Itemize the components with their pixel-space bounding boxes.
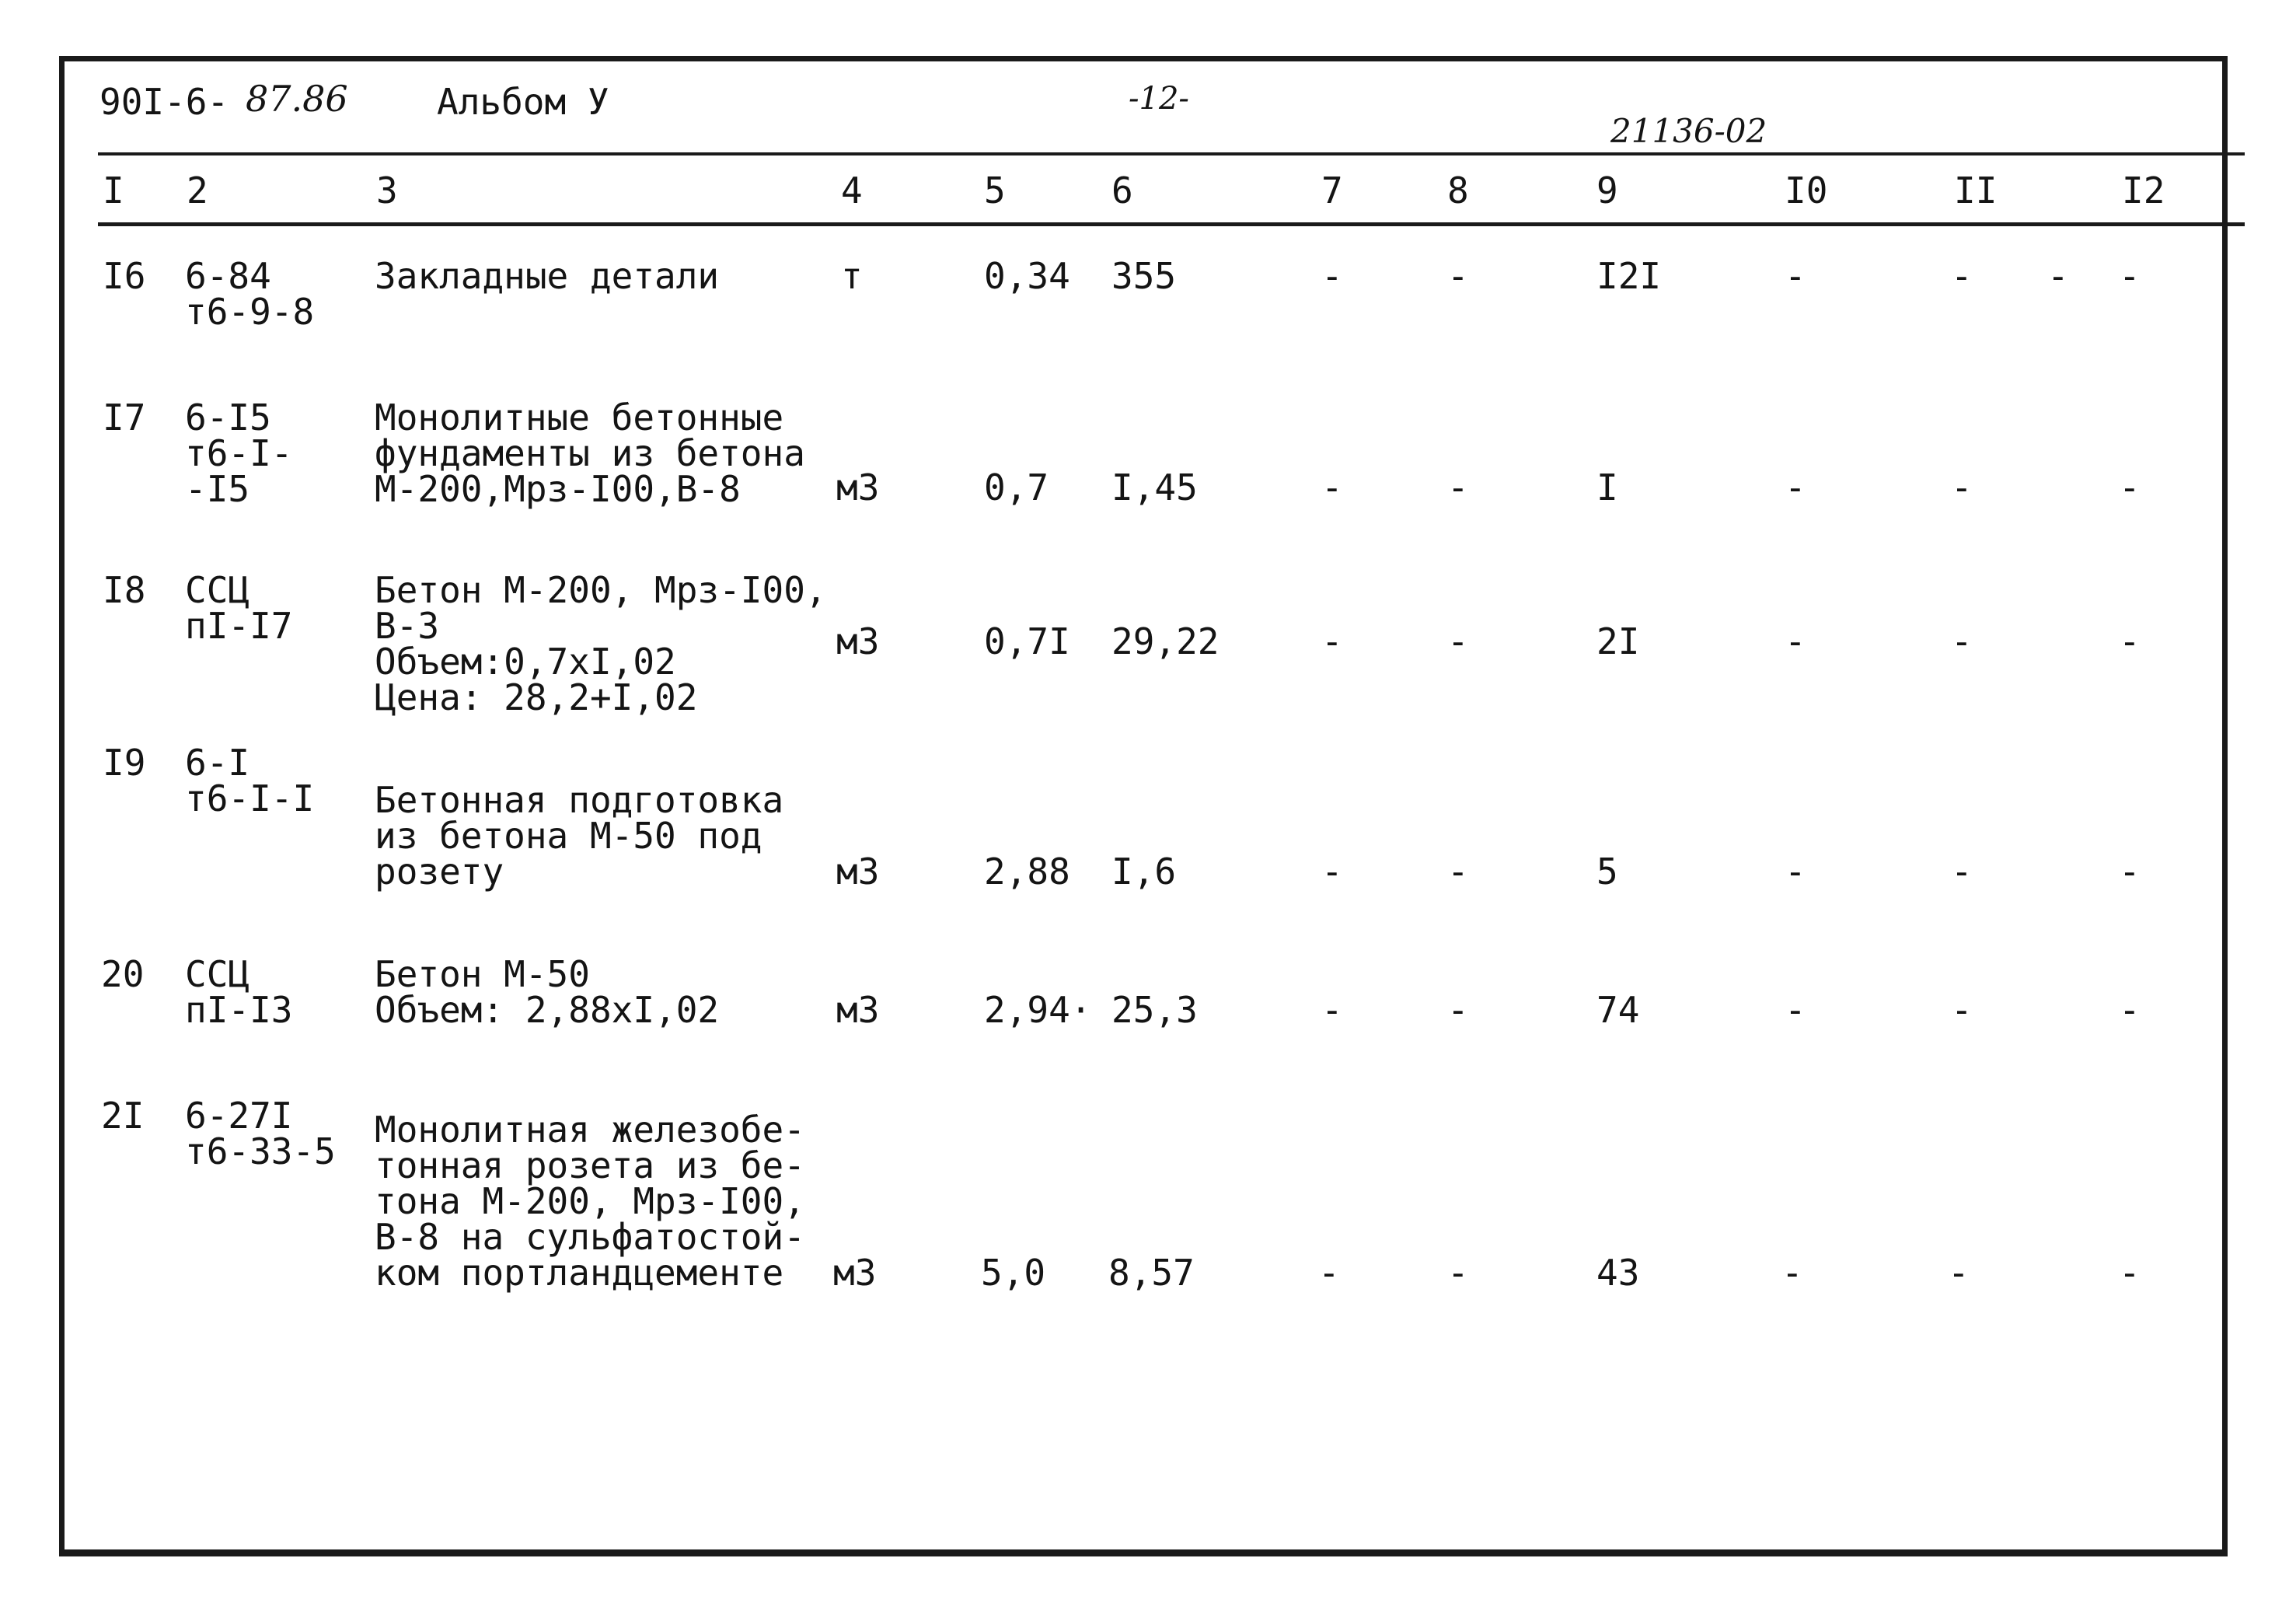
row-col12: - xyxy=(2119,255,2141,297)
row-unit: т xyxy=(841,255,863,297)
row-unit: м3 xyxy=(836,620,880,662)
row-code: ССЦ пI-I7 xyxy=(185,569,293,647)
row-quantity: 2,88 xyxy=(984,851,1070,893)
column-header-2: 2 xyxy=(187,169,208,211)
row-price: 8,57 xyxy=(1108,1252,1195,1294)
row-number: I9 xyxy=(103,742,146,784)
album-title: Альбом У xyxy=(437,81,609,123)
doc-code-handwritten: 87.86 xyxy=(246,78,348,120)
row-col8: - xyxy=(1447,620,1469,662)
column-header-11: II xyxy=(1954,169,1998,211)
row-description: Закладные детали xyxy=(375,255,720,297)
header-bottom-rule xyxy=(98,222,2245,226)
row-col8: - xyxy=(1447,1252,1469,1294)
row-col11: - xyxy=(1948,1252,1970,1294)
row-description: Бетонная подготовка из бетона М-50 под розету xyxy=(375,779,784,893)
row-col7: - xyxy=(1321,989,1343,1031)
row-col7: - xyxy=(1321,851,1343,893)
row-price: 355 xyxy=(1111,255,1177,297)
column-header-6: 6 xyxy=(1111,169,1133,211)
column-header-12: I2 xyxy=(2122,169,2165,211)
row-quantity: 2,94· xyxy=(984,989,1092,1031)
row-price: I,45 xyxy=(1111,466,1198,508)
row-col11: - xyxy=(1951,989,1973,1031)
row-col9: 2I xyxy=(1596,620,1640,662)
row-col10: - xyxy=(1785,255,1806,297)
row-price: 25,3 xyxy=(1111,989,1198,1031)
row-unit: м3 xyxy=(836,989,880,1031)
row-price: I,6 xyxy=(1111,851,1177,893)
page-number: -12- xyxy=(1129,81,1189,117)
row-number: I6 xyxy=(103,255,146,297)
row-col12: - xyxy=(2119,1252,2141,1294)
row-col8: - xyxy=(1447,255,1469,297)
column-header-10: I0 xyxy=(1785,169,1828,211)
row-quantity: 0,34 xyxy=(984,255,1070,297)
row-col11: - xyxy=(1951,255,1973,297)
row-col12: - xyxy=(2119,620,2141,662)
row-col12: - xyxy=(2119,989,2141,1031)
row-description: Бетон М-200, Мрз-I00, В-3 Объем:0,7хI,02 Цена: 28,2+I,02 xyxy=(375,569,827,718)
column-header-1: I xyxy=(103,169,124,211)
stamp-number: 21136-02 xyxy=(1610,112,1767,150)
row-col8: - xyxy=(1447,989,1469,1031)
row-price: 29,22 xyxy=(1111,620,1220,662)
row-col10: - xyxy=(1781,1252,1803,1294)
row-col11: - xyxy=(1951,851,1973,893)
row-code: 6-I т6-I-I xyxy=(185,742,315,819)
row-code: 6-I5 т6-I- -I5 xyxy=(185,397,293,510)
row-number: I8 xyxy=(103,569,146,611)
row-col8: - xyxy=(1447,851,1469,893)
row-col11-extra: - xyxy=(2047,255,2069,297)
row-number: 20 xyxy=(101,953,145,995)
column-header-7: 7 xyxy=(1321,169,1343,211)
row-col12: - xyxy=(2119,851,2141,893)
doc-code-prefix: 90I-6- xyxy=(99,81,229,123)
row-col8: - xyxy=(1447,466,1469,508)
row-col10: - xyxy=(1785,851,1806,893)
row-unit: м3 xyxy=(836,466,880,508)
row-col7: - xyxy=(1318,1252,1340,1294)
column-header-9: 9 xyxy=(1596,169,1618,211)
row-number: 2I xyxy=(101,1095,145,1137)
row-code: 6-84 т6-9-8 xyxy=(185,255,315,333)
column-header-5: 5 xyxy=(984,169,1006,211)
row-col9: 74 xyxy=(1596,989,1640,1031)
row-code: ССЦ пI-I3 xyxy=(185,953,293,1031)
row-col12: - xyxy=(2119,466,2141,508)
column-header-3: 3 xyxy=(376,169,398,211)
row-unit: м3 xyxy=(836,851,880,893)
row-col10: - xyxy=(1785,466,1806,508)
row-col10: - xyxy=(1785,620,1806,662)
row-col10: - xyxy=(1785,989,1806,1031)
row-quantity: 5,0 xyxy=(981,1252,1046,1294)
row-quantity: 0,7 xyxy=(984,466,1049,508)
row-col9: 5 xyxy=(1596,851,1618,893)
row-code: 6-27I т6-33-5 xyxy=(185,1095,336,1172)
row-unit: м3 xyxy=(833,1252,877,1294)
row-col9: I2I xyxy=(1596,255,1662,297)
row-description: Бетон М-50 Объем: 2,88хI,02 xyxy=(375,953,720,1031)
row-col9: I xyxy=(1596,466,1618,508)
row-col11: - xyxy=(1951,466,1973,508)
row-quantity: 0,7I xyxy=(984,620,1070,662)
row-col7: - xyxy=(1321,620,1343,662)
header-top-rule xyxy=(98,152,2245,155)
row-description: Монолитные бетонные фундаменты из бетона М-200,Мрз-I00,В-8 xyxy=(375,397,805,510)
row-col7: - xyxy=(1321,466,1343,508)
row-col7: - xyxy=(1321,255,1343,297)
row-col9: 43 xyxy=(1596,1252,1640,1294)
column-header-8: 8 xyxy=(1447,169,1469,211)
row-col11: - xyxy=(1951,620,1973,662)
row-description: Монолитная железобе- тонная розета из бе- тона М-200, Мрз-I00, В-8 на сульфатостой- ком портландцементе xyxy=(375,1109,805,1294)
row-number: I7 xyxy=(103,397,146,438)
column-header-4: 4 xyxy=(841,169,863,211)
